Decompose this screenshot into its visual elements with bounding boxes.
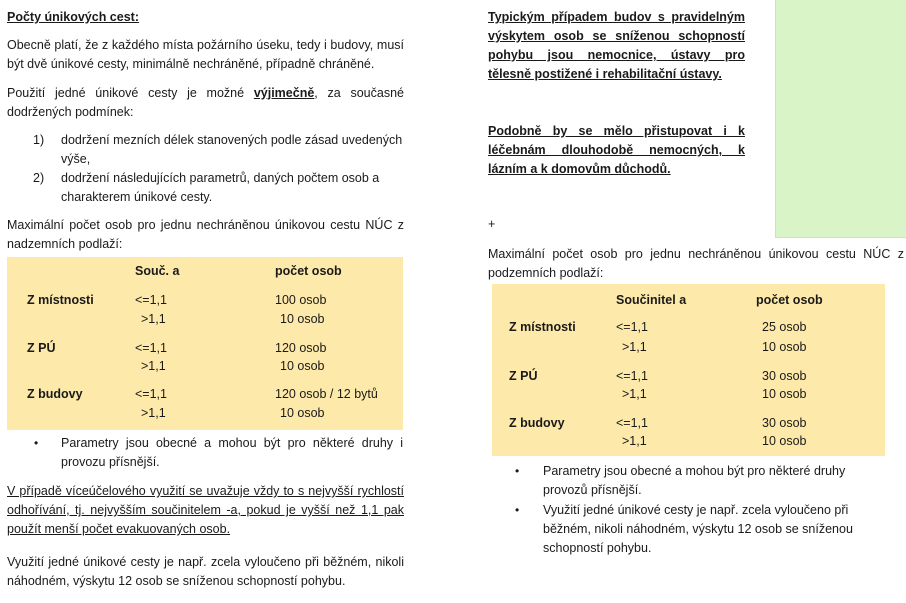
table-cell-count: 120 osob / 12 bytů bbox=[275, 387, 378, 401]
table-cell-coef: >1,1 bbox=[622, 387, 647, 401]
table-cell-count: 10 osob bbox=[280, 312, 325, 326]
plus-sign: + bbox=[488, 217, 496, 231]
similar-approach-paragraph: Podobně by se mělo přistupovat i k léčebnám dlouhodobě nemocných, k lázním a k domovům důchodů. bbox=[488, 124, 745, 176]
table-header-coefficient: Souč. a bbox=[135, 264, 180, 278]
single-route-excluded-paragraph: Využití jedné únikové cesty je např. zcela vyloučeno při běžném, nikoli náhodném, výskytu 12 osob se sníženou schopností pohybu. bbox=[7, 555, 404, 588]
condition-text: dodržení následujících parametrů, daných počtem osob a charakterem únikové cesty. bbox=[61, 171, 380, 204]
bullet-parameters-note: Parametry jsou obecné a mohou být pro některé druhy provozů přísnější. bbox=[543, 464, 846, 497]
table-cell-coef: <=1,1 bbox=[135, 387, 167, 401]
single-route-post: , za současné dodržených podmínek: bbox=[7, 86, 404, 119]
table-header-coefficient: Součinitel a bbox=[616, 293, 687, 307]
table-cell-coef: >1,1 bbox=[141, 406, 166, 420]
bullet-dot: • bbox=[515, 503, 520, 517]
bullet-parameters-note: Parametry jsou obecné a mohou být pro některé druhy i provozu přísnější. bbox=[61, 436, 403, 469]
table-cell-coef: <=1,1 bbox=[616, 416, 648, 430]
table-cell-coef: >1,1 bbox=[622, 434, 647, 448]
table-cell-count: 120 osob bbox=[275, 341, 327, 355]
table-cell-count: 10 osob bbox=[280, 359, 325, 373]
table-cell-count: 30 osob bbox=[762, 416, 807, 430]
typical-case-paragraph: Typickým případem budov s pravidelným výskytem osob se sníženou schopností pohybu jsou nemocnice, ústavy pro tělesně postižené i rehabilitační ústavy. bbox=[488, 10, 745, 81]
bullet-single-route-excluded: Využití jedné únikové cesty je např. zcela vyloučeno při běžném, nikoli náhodném, výskytu 12 osob se sníženou schopností pohybu. bbox=[543, 503, 853, 555]
table-header-persons: počet osob bbox=[756, 293, 823, 307]
table-row-label: Z budovy bbox=[509, 416, 565, 430]
table-cell-coef: >1,1 bbox=[141, 312, 166, 326]
table-cell-coef: <=1,1 bbox=[135, 293, 167, 307]
table-cell-count: 10 osob bbox=[762, 340, 807, 354]
condition-number: 1) bbox=[33, 133, 45, 147]
table-header-persons: počet osob bbox=[275, 264, 342, 278]
table-cell-coef: <=1,1 bbox=[135, 341, 167, 355]
table-row-label: Z místnosti bbox=[27, 293, 94, 307]
table-underground bbox=[492, 284, 885, 456]
condition-number: 2) bbox=[33, 171, 45, 185]
table-cell-count: 10 osob bbox=[762, 434, 807, 448]
table-cell-coef: >1,1 bbox=[141, 359, 166, 373]
max-persons-underground: Maximální počet osob pro jednu nechráněnou únikovou cestu NÚC z podzemních podlaží: bbox=[488, 247, 904, 280]
table-cell-coef: <=1,1 bbox=[616, 320, 648, 334]
table-cell-count: 25 osob bbox=[762, 320, 807, 334]
table-cell-count: 10 osob bbox=[280, 406, 325, 420]
bullet-dot: • bbox=[515, 464, 520, 478]
multi-purpose-paragraph: V případě víceúčelového využití se uvažuje vždy to s nejvyšší rychlostí odhořívání, tj. nejvyšším součinitelem -a, pokud je vyšší než 1,1 pak použít menší počet evakuovaných osob. bbox=[7, 484, 404, 536]
table-cell-count: 30 osob bbox=[762, 369, 807, 383]
heading-escape-routes: Počty únikových cest: bbox=[7, 10, 139, 24]
green-highlight-block bbox=[775, 0, 906, 238]
exceptionally-emphasis: výjimečně bbox=[253, 86, 315, 100]
table-row-label: Z PÚ bbox=[27, 341, 56, 355]
table-row-label: Z budovy bbox=[27, 387, 83, 401]
intro-paragraph: Obecně platí, že z každého místa požárního úseku, tedy i budovy, musí být dvě únikové cesty, minimálně nechráněné, případně chráněné. bbox=[7, 38, 404, 71]
single-route-paragraph bbox=[7, 84, 404, 122]
condition-text: dodržení mezních délek stanovených podle zásad uvedených výše, bbox=[61, 133, 403, 166]
table-cell-count: 10 osob bbox=[762, 387, 807, 401]
bullet-dot: • bbox=[34, 436, 39, 450]
max-persons-above-ground: Maximální počet osob pro jednu nechráněnou únikovou cestu NÚC z nadzemních podlaží: bbox=[7, 218, 404, 251]
table-row-label: Z PÚ bbox=[509, 369, 538, 383]
table-above-ground bbox=[7, 257, 403, 430]
table-row-label: Z místnosti bbox=[509, 320, 576, 334]
table-cell-coef: >1,1 bbox=[622, 340, 647, 354]
table-cell-coef: <=1,1 bbox=[616, 369, 648, 383]
table-cell-count: 100 osob bbox=[275, 293, 327, 307]
single-route-pre: Použití jedné únikové cesty je možné bbox=[7, 86, 254, 100]
